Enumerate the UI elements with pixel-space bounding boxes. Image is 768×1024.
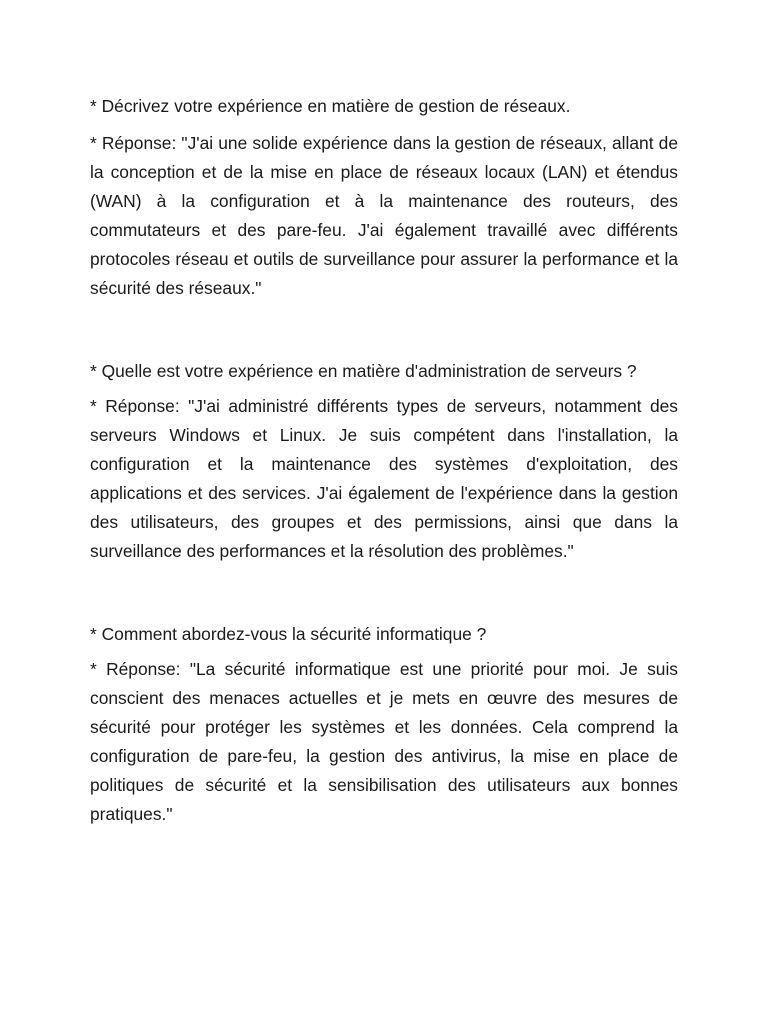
question-1: * Décrivez votre expérience en matière de gestion de réseaux. [90,96,571,116]
answer-2: * Réponse: "J'ai administré différents types de serveurs, notamment des serveurs Windows et Linux. Je suis compétent dans l'installation, la configuration et la maintenance des systèmes d'exploitation, des applications et des services. J'ai également de l'expérience dans la gestion des utilisateurs, des groupes et des permissions, ainsi que dans la surveillance des performances et la résolution des problèmes." [90,396,678,561]
answer-1: * Réponse: "J'ai une solide expérience dans la gestion de réseaux, allant de la conception et de la mise en place de réseaux locaux (LAN) et étendus (WAN) à la configuration et à la maintenance des routeurs, des commutateurs et des pare-feu. J'ai également travaillé avec différents protocoles réseau et outils de surveillance pour assurer la performance et la sécurité des réseaux." [90,133,678,298]
document-page [90,92,678,829]
question-3: * Comment abordez-vous la sécurité informatique ? [90,624,487,644]
answer-3: * Réponse: "La sécurité informatique est une priorité pour moi. Je suis conscient des menaces actuelles et je mets en œuvre des mesures de sécurité pour protéger les systèmes et les données. Cela comprend la configuration de pare-feu, la gestion des antivirus, la mise en place de politiques de sécurité et la sensibilisation des utilisateurs aux bonnes pratiques." [90,659,678,824]
question-2: * Quelle est votre expérience en matière d'administration de serveurs ? [90,361,637,381]
